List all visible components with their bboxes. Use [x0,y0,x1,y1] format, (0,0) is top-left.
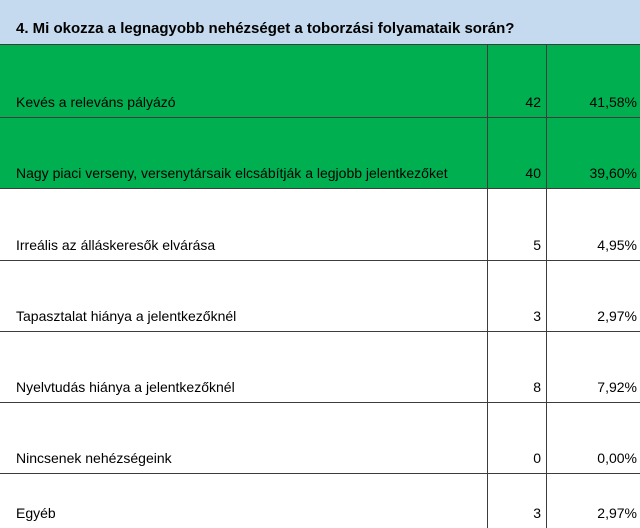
count-cell [487,403,547,473]
percent-cell [547,474,640,528]
count-cell [487,118,547,188]
count-cell [487,474,547,528]
row-percent: 0,00% [597,450,637,466]
percent-cell [547,332,640,402]
question-title: 4. Mi okozza a legnagyobb nehézséget a toborzási folyamataik során? [16,20,515,37]
row-count: 5 [533,237,541,253]
percent-cell [547,45,640,117]
count-cell [487,45,547,117]
table-row [0,474,640,528]
row-count: 0 [533,450,541,466]
percent-cell [547,118,640,188]
row-percent: 41,58% [589,94,637,110]
table-row [0,261,640,332]
percent-cell [547,403,640,473]
row-label: Irreális az álláskeresők elvárása [16,237,216,253]
row-percent: 2,97% [597,505,637,521]
table-row [0,403,640,474]
row-percent: 39,60% [589,165,637,181]
percent-cell [547,189,640,260]
row-count: 40 [525,165,541,181]
row-count: 3 [533,308,541,324]
row-label: Nincsenek nehézségeink [16,450,172,466]
table-row [0,118,640,189]
row-count: 8 [533,379,541,395]
row-label: Nyelvtudás hiánya a jelentkezőknél [16,379,235,395]
table-row [0,332,640,403]
row-label: Kevés a releváns pályázó [16,94,176,110]
row-count: 3 [533,505,541,521]
percent-cell [547,261,640,331]
count-cell [487,261,547,331]
row-label: Tapasztalat hiánya a jelentkezőknél [16,308,237,324]
count-cell [487,189,547,260]
question-header [0,0,640,45]
row-label: Nagy piaci verseny, versenytársaik elcsábítják a legjobb jelentkezőket [16,165,448,181]
table-row [0,45,640,118]
row-label: Egyéb [16,505,56,521]
row-percent: 4,95% [597,237,637,253]
table-row [0,189,640,261]
row-count: 42 [525,94,541,110]
row-percent: 7,92% [597,379,637,395]
count-cell [487,332,547,402]
row-percent: 2,97% [597,308,637,324]
